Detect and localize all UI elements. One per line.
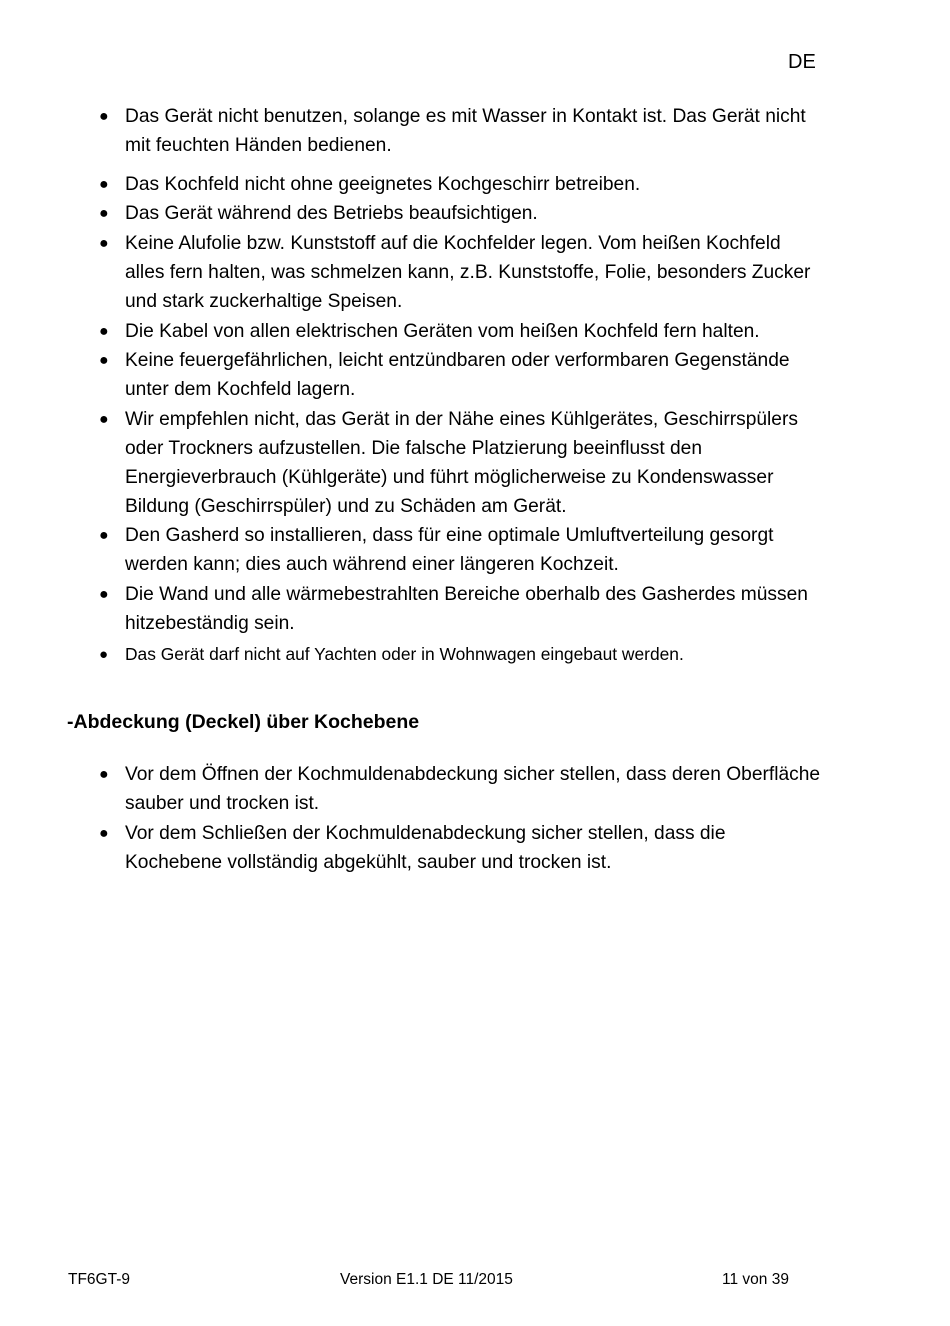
list-item-text: Keine Alufolie bzw. Kunststoff auf die Kochfelder legen. Vom heißen Kochfeld alles fern halten, was schmelzen kann, z.B. Kunststoffe, Folie, besonders Zucker und stark zuckerhaltige Speisen. — [125, 233, 811, 312]
bullet-icon: ● — [99, 352, 109, 369]
list-item-text: Das Gerät während des Betriebs beaufsichtigen. — [125, 203, 538, 224]
bullet-icon: ● — [99, 235, 109, 252]
bullet-icon: ● — [99, 411, 109, 428]
bullet-icon: ● — [99, 825, 109, 842]
bullet-icon: ● — [99, 176, 109, 193]
bullet-icon: ● — [99, 766, 109, 783]
section-heading: -Abdeckung (Deckel) über Kochebene — [67, 711, 420, 733]
list-item-text: Vor dem Öffnen der Kochmuldenabdeckung sicher stellen, dass deren Oberfläche sauber und trocken ist. — [125, 764, 821, 814]
list-item-text: Vor dem Schließen der Kochmuldenabdeckung sicher stellen, dass die Kochebene vollständig abgekühlt, sauber und trocken ist. — [125, 823, 726, 873]
bullet-icon: ● — [99, 205, 109, 222]
bullet-icon: ● — [99, 586, 109, 603]
list-item-text: Die Wand und alle wärmebestrahlten Bereiche oberhalb des Gasherdes müssen hitzebeständig sein. — [125, 584, 808, 634]
list-item-text: Das Kochfeld nicht ohne geeignetes Kochgeschirr betreiben. — [125, 174, 641, 195]
list-item-text: Die Kabel von allen elektrischen Geräten vom heißen Kochfeld fern halten. — [125, 321, 760, 342]
list-item-text: Wir empfehlen nicht, das Gerät in der Nähe eines Kühlgerätes, Geschirrspülers oder Trockners aufzustellen. Die falsche Platzierung beeinflusst den Energieverbrauch (Kühlgeräte) und führt möglicherweise zu Kondenswasser Bildung (Geschirrspüler) und zu Schäden am Gerät. — [125, 409, 798, 517]
list-item-text: Den Gasherd so installieren, dass für eine optimale Umluftverteilung gesorgt werden kann; dies auch während einer längeren Kochzeit. — [125, 525, 774, 575]
footer-page-number: 11 von 39 — [722, 1271, 789, 1288]
list-item-text: Das Gerät darf nicht auf Yachten oder in Wohnwagen eingebaut werden. — [125, 644, 684, 664]
list-item-text: Das Gerät nicht benutzen, solange es mit Wasser in Kontakt ist. Das Gerät nicht mit feuchten Händen bedienen. — [125, 106, 806, 156]
bullet-icon: ● — [99, 108, 109, 125]
footer-model: TF6GT-9 — [68, 1271, 131, 1288]
bullet-icon: ● — [99, 646, 109, 663]
bullet-icon: ● — [99, 323, 109, 340]
language-tag: DE — [788, 51, 816, 73]
footer-version: Version E1.1 DE 11/2015 — [340, 1271, 513, 1288]
list-item-text: Keine feuergefährlichen, leicht entzündbaren oder verformbaren Gegenstände unter dem Kochfeld lagern. — [125, 350, 790, 400]
bullet-icon: ● — [99, 527, 109, 544]
